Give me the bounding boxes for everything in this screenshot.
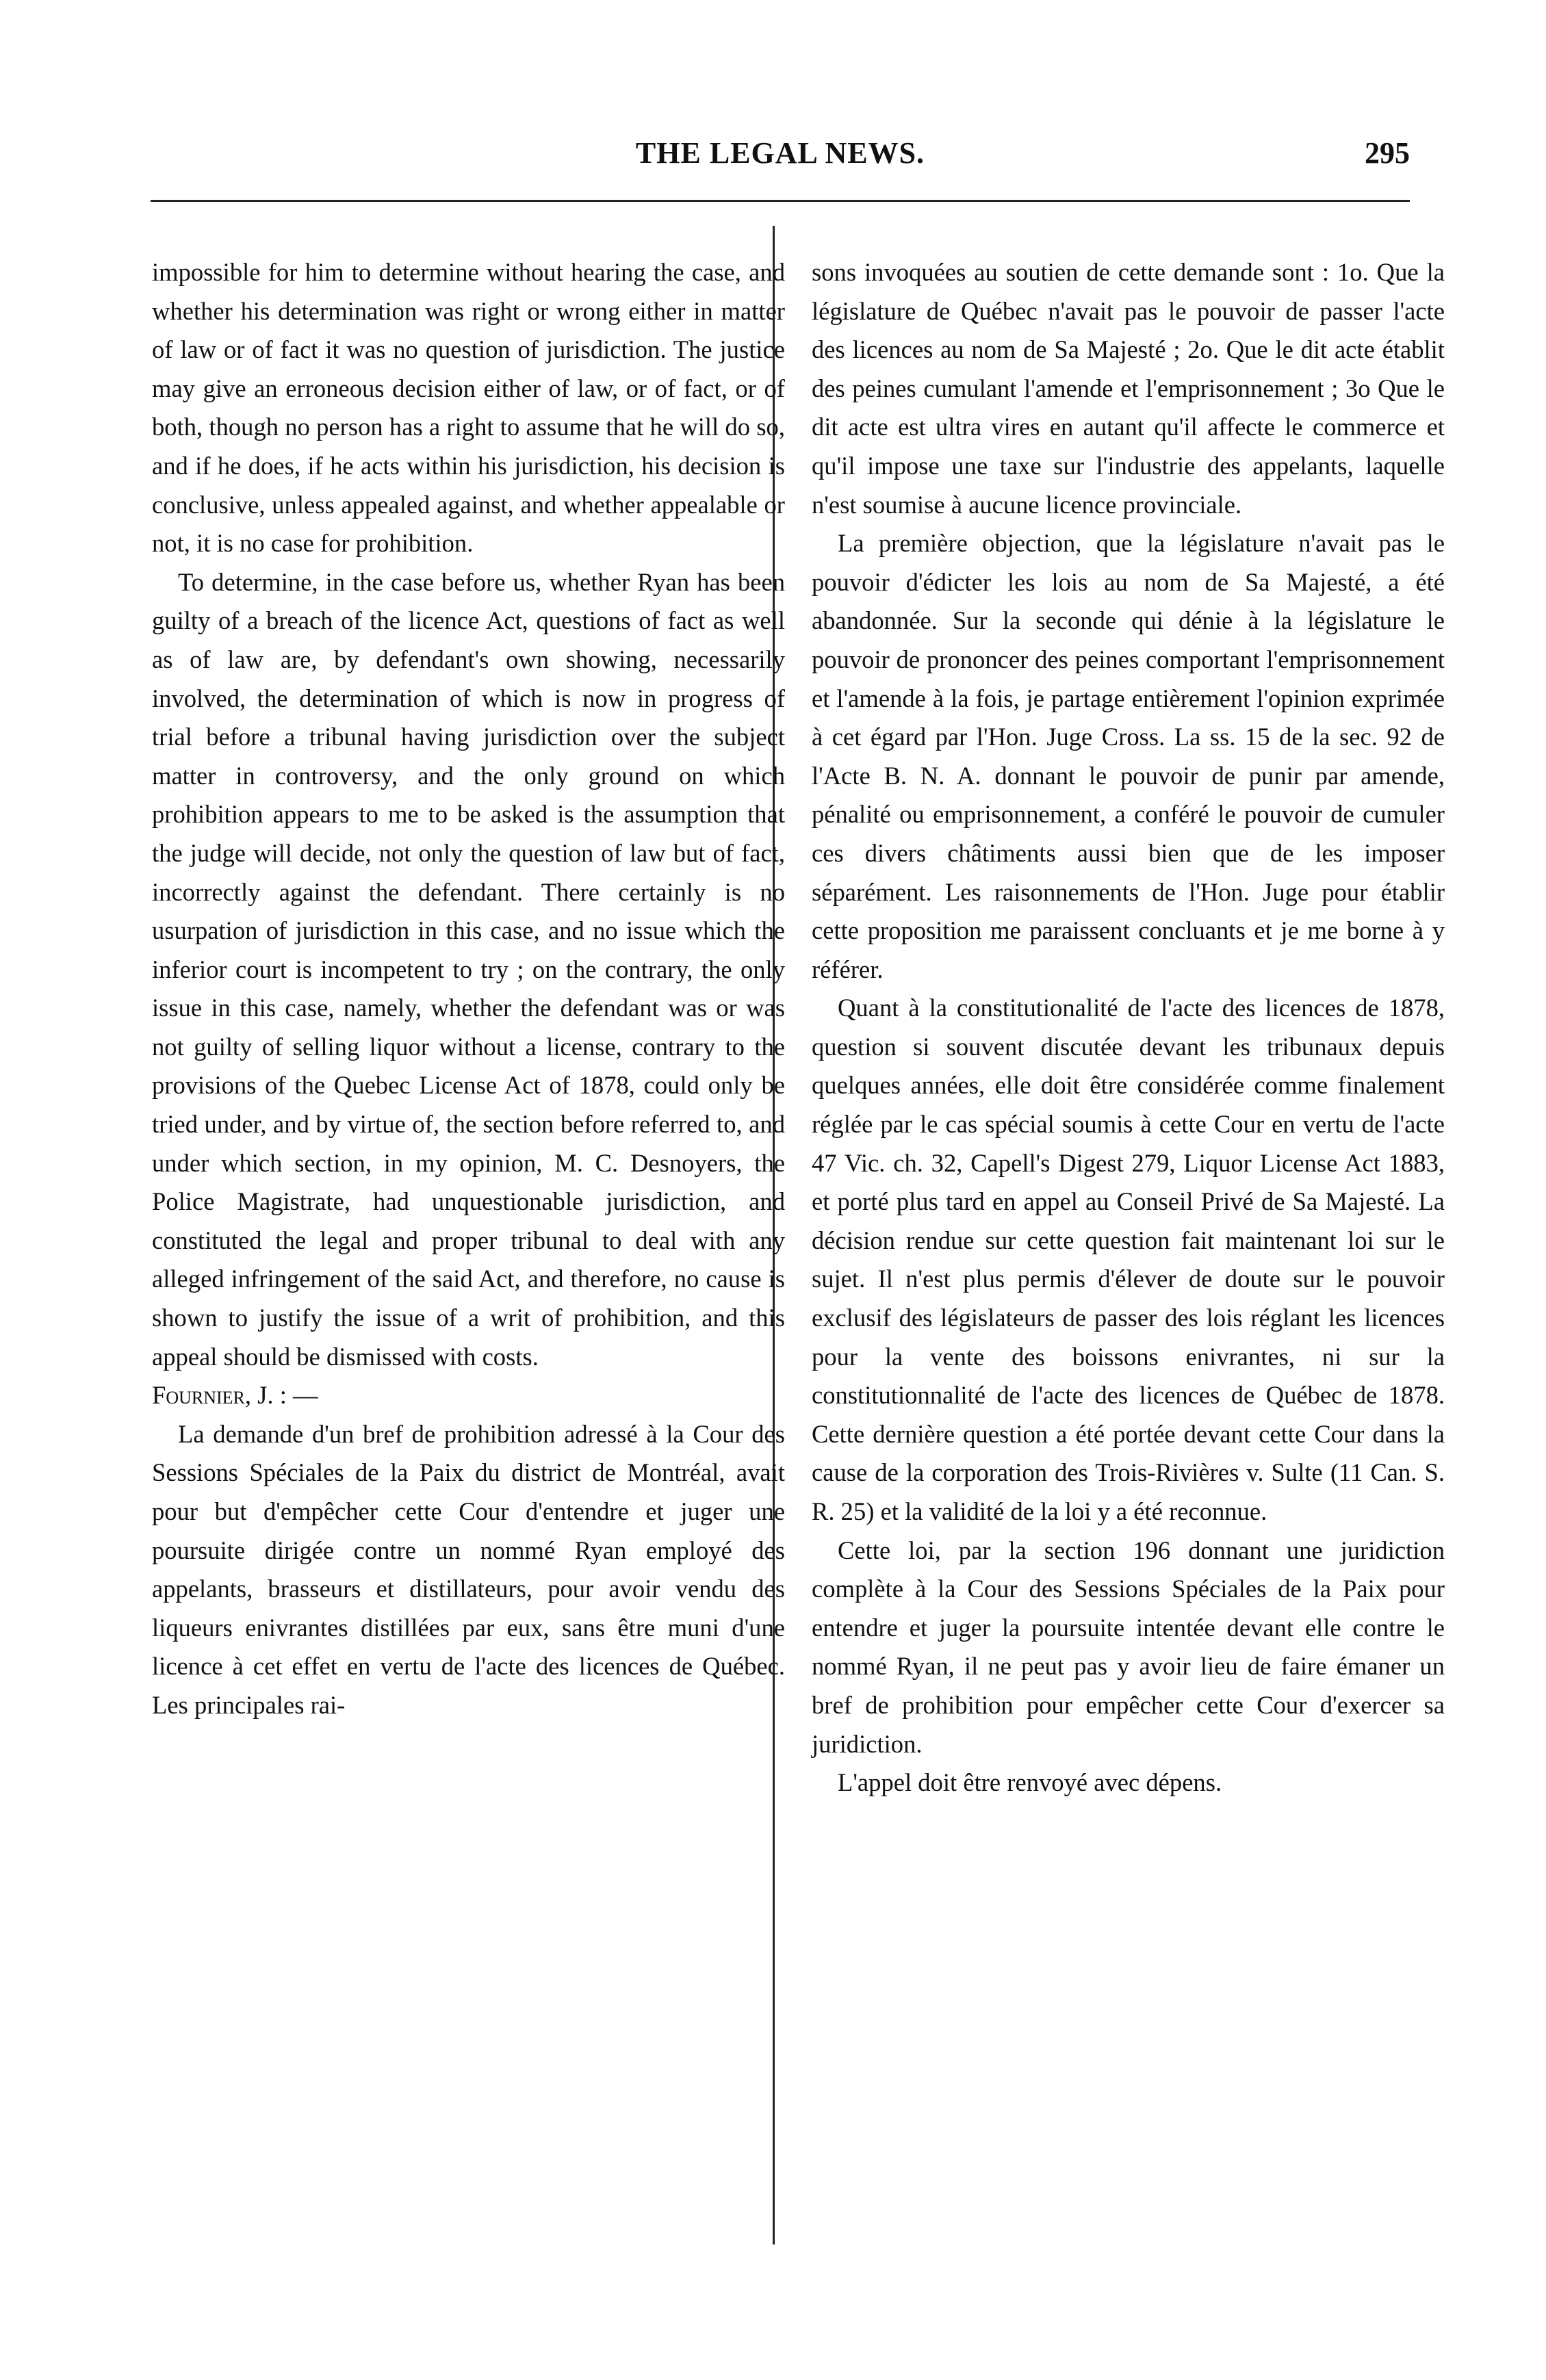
- paragraph: Quant à la constitutionalité de l'acte des licences de 1878, question si souvent discutée devant les tribunaux depuis quelques années, elle doit être considérée comme finalement réglée par le cas spécial soumis à cette Cour en vertu de l'acte 47 Vic. ch. 32, Capell's Digest 279, Liquor License Act 1883, et porté plus tard en appel au Conseil Privé de Sa Majesté. La décision rendue sur cette question fait maintenant loi sur le sujet. Il n'est plus permis d'élever de doute sur le pouvoir exclusif des législateurs de passer des lois réglant les licences pour la vente des boissons enivrantes, ni sur la constitutionnalité de l'acte des licences de Québec de 1878. Cette dernière question a été portée devant cette Cour dans la cause de la corporation des Trois-Rivières v. Sulte (11 Can. S. R. 25) et la validité de la loi y a été reconnue.: [812, 994, 1445, 1525]
- paragraph: To determine, in the case before us, whether Ryan has been guilty of a breach of the licence Act, questions of fact as well as of law are, by defendant's own showing, necessarily involved, the determination of which is now in progress of trial before a tribunal having jurisdiction over the subject matter in controversy, and the only ground on which prohibition appears to me to be asked is the assumption that the judge will decide, not only the question of law but of fact, incorrectly against the defendant. There certainly is no usurpation of jurisdiction in this case, and no issue which the inferior court is incompetent to try ; on the contrary, the only issue in this case, namely, whether the defendant was or was not guilty of selling liquor without a license, contrary to the provisions of the Quebec License Act of 1878, could only be tried under, and by virtue of, the section before referred to, and under which section, in my opinion, M. C. Desnoyers, the Police Magistrate, had unquestionable jurisdiction, and constituted the legal and proper tribunal to deal with any alleged infringement of the said Act, and therefore, no cause is shown to justify the issue of a writ of prohibition, and this appeal should be dismissed with costs.: [152, 567, 785, 1371]
- page-header: [151, 135, 1410, 183]
- right-column: [812, 253, 1445, 1802]
- speaker-heading: Fournier, J. : —: [152, 1381, 318, 1410]
- paragraph: sons invoquées au soutien de cette demande sont : 1o. Que la législature de Québec n'avait pas le pouvoir de passer l'acte des licences au nom de Sa Majesté ; 2o. Que le dit acte établit des peines cumulant l'amende et l'emprisonnement ; 3o Que le dit acte est ultra vires en autant qu'il affecte le commerce et qu'il impose une taxe sur l'industrie des appelants, laquelle n'est soumise à aucune licence provinciale.: [812, 258, 1445, 519]
- running-title: THE LEGAL NEWS.: [635, 136, 925, 170]
- paragraph: La première objection, que la législature n'avait pas le pouvoir d'édicter les lois au nom de Sa Majesté, a été abandonnée. Sur la seconde qui dénie à la législature le pouvoir de prononcer des peines comportant l'emprisonnement et l'amende à la fois, je partage entièrement l'opinion exprimée à cet égard par l'Hon. Juge Cross. La ss. 15 de la sec. 92 de l'Acte B. N. A. donnant le pouvoir de punir par amende, pénalité ou emprisonnement, a conféré le pouvoir de cumuler ces divers châtiments aussi bien que de les imposer séparément. Les raisonnements de l'Hon. Juge pour établir cette proposition me paraissent concluants et je me borne à y référer.: [812, 529, 1445, 983]
- paragraph: La demande d'un bref de prohibition adressé à la Cour des Sessions Spéciales de la Paix du district de Montréal, avait pour but d'empêcher cette Cour d'entendre et juger une poursuite dirigée contre un nommé Ryan employé des appelants, brasseurs et distillateurs, pour avoir vendu des liqueurs enivrantes distillées par eux, sans être muni d'une licence à cet effet en vertu de l'acte des licences de Québec. Les principales rai-: [152, 1419, 785, 1719]
- paragraph: Cette loi, par la section 196 donnant une juridiction complète à la Cour des Sessions Spéciales de la Paix pour entendre et juger la poursuite intentée devant elle contre le nommé Ryan, il ne peut pas y avoir lieu de faire émaner un bref de prohibition pour empêcher cette Cour d'exercer sa juridiction.: [812, 1536, 1445, 1758]
- paragraph: impossible for him to determine without hearing the case, and whether his determination was right or wrong either in matter of law or of fact it was no question of jurisdiction. The justice may give an erroneous decision either of law, or of fact, or of both, though no person has a right to assume that he will do so, and if he does, if he acts within his jurisdiction, his decision is conclusive, unless appealed against, and whether appealable or not, it is no case for prohibition.: [152, 258, 785, 558]
- left-column: [152, 253, 785, 1725]
- page-number: 295: [1365, 136, 1410, 170]
- paragraph: L'appel doit être renvoyé avec dépens.: [838, 1768, 1222, 1797]
- header-rule: [151, 200, 1410, 202]
